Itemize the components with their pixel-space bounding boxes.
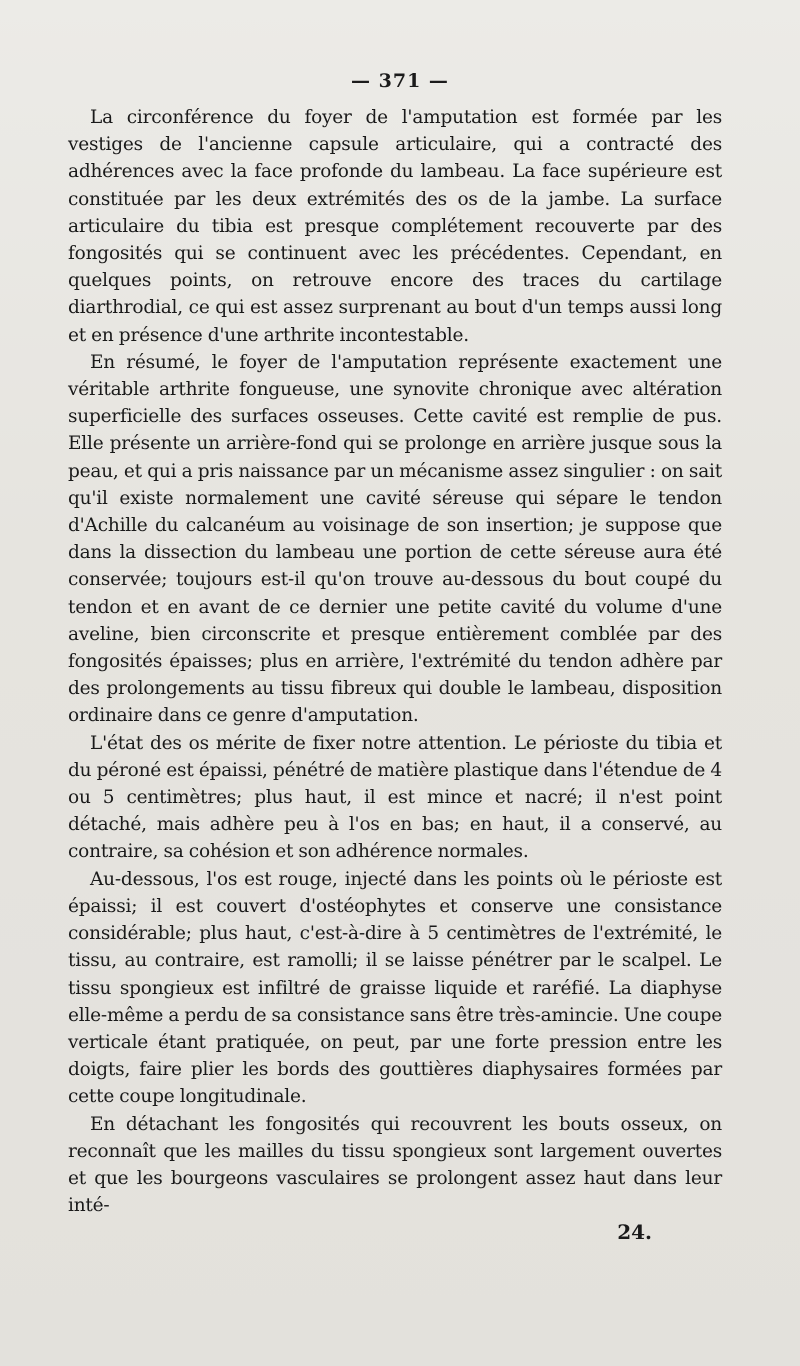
page-number: — 371 — (351, 70, 449, 92)
signature-mark: 24. (617, 1220, 652, 1244)
body-text (68, 104, 722, 1219)
paragraph-5: En détachant les fongosités qui recouvrent les bouts osseux, on reconnaît que les mailles du tissu spongieux sont largement ouvertes et que les bourgeons vasculaires se prolongent assez haut dans leur inté- (68, 1113, 722, 1217)
paragraph-2: En résumé, le foyer de l'amputation représente exactement une véritable arthrite fongueuse, une synovite chronique avec altération superficielle des surfaces osseuses. Cette cavité est remplie de pus. Elle présente un arrière-fond qui se prolonge en arrière jusque sous la peau, et qui a pris naissance par un mécanisme assez singulier : on sait qu'il existe normalement une cavité séreuse qui sépare le tendon d'Achille du calcanéum au voisinage de son insertion; je suppose que dans la dissection du lambeau une portion de cette séreuse aura été conservée; toujours est-il qu'on trouve au-dessous du bout coupé du tendon et en avant de ce dernier une petite cavité du volume d'une aveline, bien circonscrite et presque entièrement comblée par des fongosités épaisses; plus en arrière, l'extrémité du tendon adhère par des prolongements au tissu fibreux qui double le lambeau, disposition ordinaire dans ce genre d'amputation. (68, 351, 722, 727)
paragraph-3: L'état des os mérite de fixer notre attention. Le périoste du tibia et du péroné est épaissi, pénétré de matière plastique dans l'étendue de 4 ou 5 centimètres; plus haut, il est mince et nacré; il n'est point détaché, mais adhère peu à l'os en bas; en haut, il a conservé, au contraire, sa cohésion et son adhérence normales. (68, 732, 722, 863)
paragraph-4: Au-dessous, l'os est rouge, injecté dans les points où le périoste est épaissi; il est couvert d'ostéophytes et conserve une consistance considérable; plus haut, c'est-à-dire à 5 centimètres de l'extrémité, le tissu, au contraire, est ramolli; il se laisse pénétrer par le scalpel. Le tissu spongieux est infiltré de graisse liquide et raréfié. La diaphyse elle-même a perdu de sa consistance sans être très-amincie. Une coupe verticale étant pratiquée, on peut, par une forte pression entre les doigts, faire plier les bords des gouttières diaphysaires formées par cette coupe longitudinale. (68, 868, 722, 1108)
paragraph-1: La circonférence du foyer de l'amputation est formée par les vestiges de l'ancienne capsule articulaire, qui a contracté des adhérences avec la face profonde du lambeau. La face supérieure est constituée par les deux extrémités des os de la jambe. La surface articulaire du tibia est presque complétement recouverte par des fongosités qui se continuent avec les précédentes. Cependant, en quelques points, on retrouve encore des traces du cartilage diarthrodial, ce qui est assez surprenant au bout d'un temps aussi long et en présence d'une arthrite incontestable. (68, 107, 722, 346)
